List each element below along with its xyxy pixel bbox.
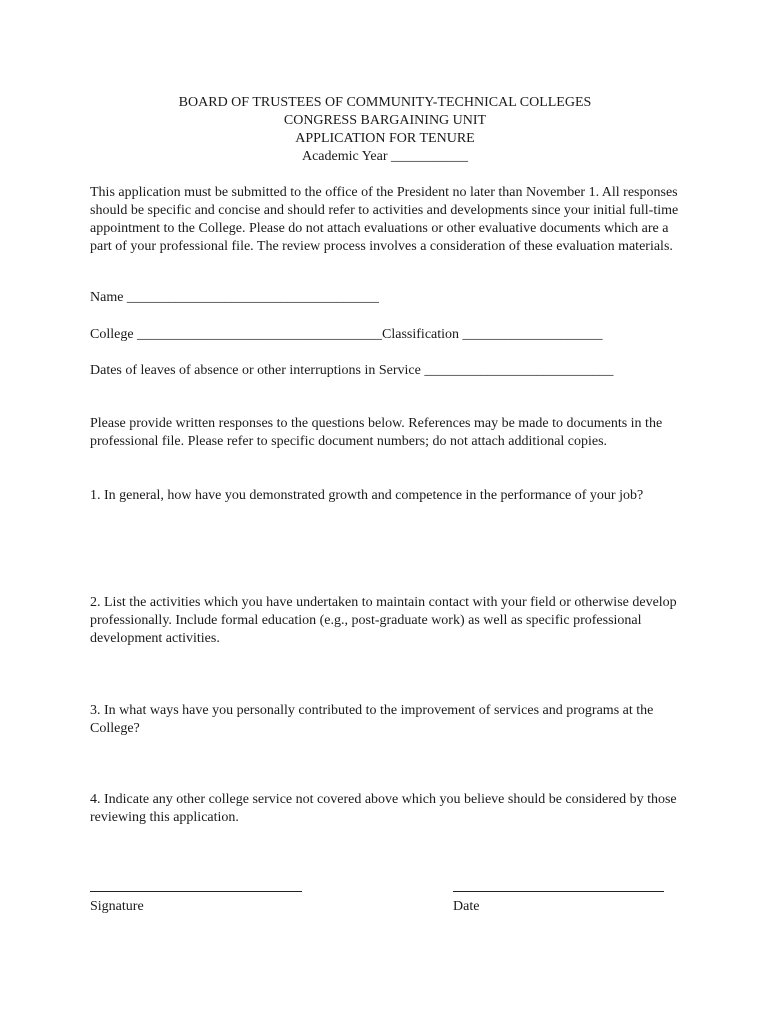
header-academic-year: Academic Year ___________ [301,149,469,164]
college-classification-field-line: College ___________________________________Classification ____________________ [90,327,603,342]
header-board-title: BOARD OF TRUSTEES OF COMMUNITY-TECHNICAL COLLEGES [178,95,592,110]
question-4: 4. Indicate any other college service not covered above which you believe should be considered by those reviewing this application. [90,792,677,825]
signature-line [90,891,302,892]
name-field-line: Name ____________________________________ [90,290,379,305]
instructions-paragraph: Please provide written responses to the questions below. References may be made to documents in the professional file. Please refer to specific document numbers; do not attach additional copies. [90,416,663,449]
date-line [453,891,664,892]
signature-label: Signature [90,899,144,914]
question-2: 2. List the activities which you have undertaken to maintain contact with your field or otherwise develop professionally. Include formal education (e.g., post-graduate work) as well as specific professional development activities. [90,595,677,646]
header-application-title: APPLICATION FOR TENURE [295,131,475,146]
date-label: Date [453,899,480,914]
question-3: 3. In what ways have you personally contributed to the improvement of services and programs at the College? [90,703,654,736]
leave-dates-field-line: Dates of leaves of absence or other interruptions in Service ___________________________ [90,363,614,378]
intro-paragraph: This application must be submitted to the office of the President no later than November 1. All responses should be specific and concise and should refer to activities and developments since your initial full-time appointment to the College. Please do not attach evaluations or other evaluative documents which are a part of your professional file. The review process involves a consideration of these evaluation materials. [90,185,679,254]
document-header [0,94,770,166]
header-bargaining-unit: CONGRESS BARGAINING UNIT [283,113,487,128]
question-1: 1. In general, how have you demonstrated growth and competence in the performance of your job? [90,488,644,503]
